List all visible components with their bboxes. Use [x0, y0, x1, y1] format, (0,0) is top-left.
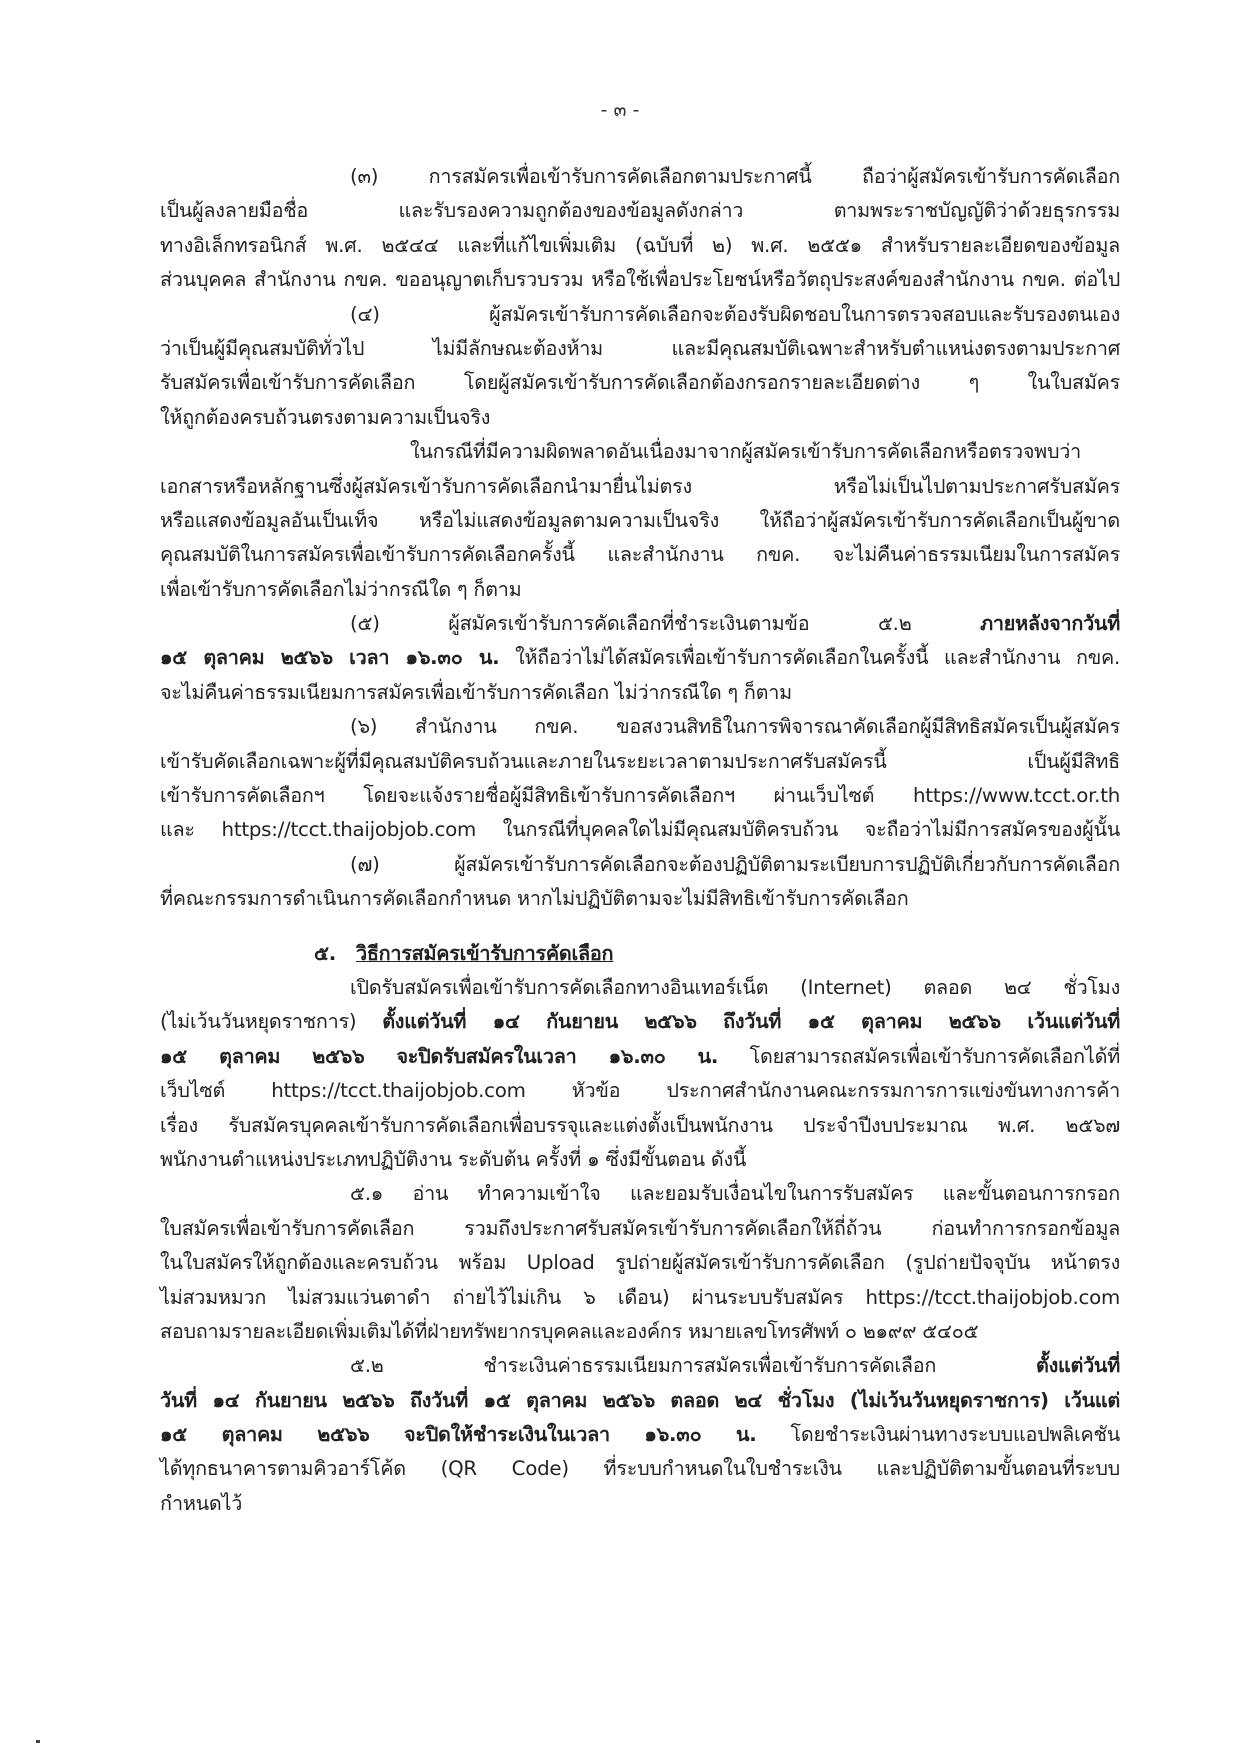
- text-run: ๕.๒ ชำระเงินค่าธรรมเนียมการสมัครเพื่อเข้ารับการคัดเลือก: [350, 1354, 1036, 1378]
- text-line: [160, 641, 1120, 675]
- text-run: (๕) ผู้สมัครเข้ารับการคัดเลือกที่ชำระเงินตามข้อ ๕.๒: [350, 612, 981, 636]
- text-line: (๓) การสมัครเพื่อเข้ารับการคัดเลือกตามประกาศนี้ ถือว่าผู้สมัครเข้ารับการคัดเลือก: [350, 165, 1120, 188]
- section-5-intro: [160, 971, 1120, 1177]
- text-run: โดยชำระเงินผ่านทางระบบแอปพลิเคชัน: [756, 1423, 1120, 1447]
- text-line: ทางอิเล็กทรอนิกส์ พ.ศ. ๒๕๔๔ และที่แก้ไขเพิ่มเติม (ฉบับที่ ๒) พ.ศ. ๒๕๕๑ สำหรับรายละเอียดของข้อมูล: [160, 233, 1120, 257]
- bold-text: ภายหลังจากวันที่: [980, 612, 1120, 636]
- section-5-heading: [160, 937, 1120, 971]
- text-line: [160, 1040, 1120, 1074]
- text-line: เอกสารหรือหลักฐานซึ่งผู้สมัครเข้ารับการคัดเลือกนำมายื่นไม่ตรง หรือไม่เป็นไปตามประกาศรับสมัคร: [160, 474, 1120, 498]
- paragraph-5: [160, 607, 1120, 710]
- text-line: เข้ารับการคัดเลือกฯ โดยจะแจ้งรายชื่อผู้มีสิทธิเข้ารับการคัดเลือกฯ ผ่านเว็บไซต์ https://www.tcct.or.th: [160, 784, 1120, 808]
- text-line: [160, 1418, 1120, 1452]
- bold-text: ตั้งแต่วันที่: [1035, 1354, 1120, 1378]
- paragraph-7: [160, 848, 1120, 917]
- text-run: (ไม่เว้นวันหยุดราชการ): [160, 1010, 383, 1034]
- text-line: ใบสมัครเพื่อเข้ารับการคัดเลือก รวมถึงประกาศรับสมัครเข้ารับการคัดเลือกให้ถี่ถ้วน ก่อนทำการกรอกข้อมูล: [160, 1216, 1120, 1240]
- text-line: [160, 1005, 1120, 1039]
- text-line: คุณสมบัติในการสมัครเพื่อเข้ารับการคัดเลือกครั้งนี้ และสำนักงาน กขค. จะไม่คืนค่าธรรมเนียมในการสมัคร: [160, 543, 1120, 567]
- bold-text: ๑๕ ตุลาคม ๒๕๖๖ จะปิดให้ชำระเงินในเวลา ๑๖.๓๐ น.: [160, 1423, 757, 1447]
- text-line: ในใบสมัครให้ถูกต้องและครบถ้วน พร้อม Upload รูปถ่ายผู้สมัครเข้ารับการคัดเลือก (รูปถ่ายปัจจุบัน หน้าตรง: [160, 1251, 1120, 1275]
- paragraph-4: [160, 298, 1120, 436]
- section-title: วิธีการสมัครเข้ารับการคัดเลือก: [356, 941, 614, 965]
- paragraph-3: [160, 160, 1120, 298]
- document-body: [160, 160, 1120, 1521]
- text-line: ที่คณะกรรมการดำเนินการคัดเลือกกำหนด หากไม่ปฏิบัติตามจะไม่มีสิทธิเข้ารับการคัดเลือก: [160, 887, 909, 911]
- text-line: เปิดรับสมัครเพื่อเข้ารับการคัดเลือกทางอินเทอร์เน็ต (Internet) ตลอด ๒๔ ชั่วโมง: [350, 975, 1120, 999]
- text-line: [160, 1349, 1120, 1383]
- text-line: เป็นผู้ลงลายมือชื่อ และรับรองความถูกต้องของข้อมูลดังกล่าว ตามพระราชบัญญัติว่าด้วยธุรกรรม: [160, 199, 1120, 223]
- text-line: และ https://tcct.thaijobjob.com ในกรณีที่บุคคลใดไม่มีคุณสมบัติครบถ้วน จะถือว่าไม่มีการสมัครของผู้นั้น: [160, 818, 1120, 842]
- text-line: ส่วนบุคคล สำนักงาน กขค. ขออนุญาตเก็บรวบรวม หรือใช้เพื่อประโยชน์หรือวัตถุประสงค์ของสำนักงาน กขค. ต่อไป: [160, 268, 1120, 292]
- subsection-5-1: [160, 1177, 1120, 1349]
- text-line: สอบถามรายละเอียดเพิ่มเติมได้ที่ฝ่ายทรัพยากรบุคคลและองค์กร หมายเลขโทรศัพท์ ๐ ๒๑๙๙ ๕๔๐๕: [160, 1319, 979, 1343]
- scan-mark: [36, 1740, 40, 1743]
- text-line: ในกรณีที่มีความผิดพลาดอันเนื่องมาจากผู้สมัครเข้ารับการคัดเลือกหรือตรวจพบว่า: [410, 440, 1081, 464]
- text-line: กำหนดไว้: [160, 1491, 243, 1515]
- paragraph-4-continued: [160, 435, 1120, 607]
- text-line: ไม่สวมหมวก ไม่สวมแว่นตาดำ ถ่ายไว้ไม่เกิน ๖ เดือน) ผ่านระบบรับสมัคร https://tcct.thaijobjob.com: [160, 1285, 1120, 1309]
- text-line: เพื่อเข้ารับการคัดเลือกไม่ว่ากรณีใด ๆ ก็ตาม: [160, 577, 522, 601]
- text-line: หรือแสดงข้อมูลอันเป็นเท็จ หรือไม่แสดงข้อมูลตามความเป็นจริง ให้ถือว่าผู้สมัครเข้ารับการคัดเลือกเป็นผู้ขาด: [160, 508, 1120, 532]
- bold-text: ๑๕ ตุลาคม ๒๕๖๖ เวลา ๑๖.๓๐ น.: [160, 646, 500, 670]
- text-line: เข้ารับคัดเลือกเฉพาะผู้ที่มีคุณสมบัติครบถ้วนและภายในระยะเวลาตามประกาศรับสมัครนี้ เป็นผู้มีสิทธิ: [160, 749, 1120, 773]
- text-line: ว่าเป็นผู้มีคุณสมบัติทั่วไป ไม่มีลักษณะต้องห้าม และมีคุณสมบัติเฉพาะสำหรับตำแหน่งตรงตามประกาศ: [160, 336, 1120, 360]
- text-line: ๕.๑ อ่าน ทำความเข้าใจ และยอมรับเงื่อนไขในการรับสมัคร และขั้นตอนการกรอก: [350, 1182, 1120, 1206]
- text-line: ให้ถูกต้องครบถ้วนตรงตามความเป็นจริง: [160, 405, 491, 429]
- text-line: จะไม่คืนค่าธรรมเนียมการสมัครเพื่อเข้ารับการคัดเลือก ไม่ว่ากรณีใด ๆ ก็ตาม: [160, 680, 792, 704]
- text-line: (๔) ผู้สมัครเข้ารับการคัดเลือกจะต้องรับผิดชอบในการตรวจสอบและรับรองตนเอง: [350, 302, 1120, 326]
- bold-text: ๑๕ ตุลาคม ๒๕๖๖ จะปิดรับสมัครในเวลา ๑๖.๓๐ น.: [160, 1044, 719, 1068]
- text-line: (๗) ผู้สมัครเข้ารับการคัดเลือกจะต้องปฏิบัติตามระเบียบการปฏิบัติเกี่ยวกับการคัดเลือก: [350, 852, 1120, 876]
- page-number: - ๓ -: [600, 99, 640, 121]
- text-line: วันที่ ๑๔ กันยายน ๒๕๖๖ ถึงวันที่ ๑๕ ตุลาคม ๒๕๖๖ ตลอด ๒๔ ชั่วโมง (ไม่เว้นวันหยุดราชการ) เว้นแต่: [160, 1388, 1120, 1412]
- text-line: พนักงานตำแหน่งประเภทปฏิบัติงาน ระดับต้น ครั้งที่ ๑ ซึ่งมีขั้นตอน ดังนี้: [160, 1147, 747, 1171]
- text-line: [160, 607, 1120, 641]
- paragraph-6: [160, 710, 1120, 848]
- text-line: (๖) สำนักงาน กขค. ขอสงวนสิทธิในการพิจารณาคัดเลือกผู้มีสิทธิสมัครเป็นผู้สมัคร: [350, 715, 1120, 739]
- text-line: รับสมัครเพื่อเข้ารับการคัดเลือก โดยผู้สมัครเข้ารับการคัดเลือกต้องกรอกรายละเอียดต่าง ๆ ในใบสมัคร: [160, 371, 1120, 395]
- subsection-5-2: [160, 1349, 1120, 1521]
- section-number: ๕.: [314, 941, 336, 965]
- text-run: ให้ถือว่าไม่ได้สมัครเพื่อเข้ารับการคัดเลือกในครั้งนี้ และสำนักงาน กขค.: [499, 646, 1120, 670]
- text-line: เรื่อง รับสมัครบุคคลเข้ารับการคัดเลือกเพื่อบรรจุและแต่งตั้งเป็นพนักงาน ประจำปีงบประมาณ พ.ศ. ๒๕๖๗: [160, 1113, 1120, 1137]
- text-line: เว็บไซต์ https://tcct.thaijobjob.com หัวข้อ ประกาศสำนักงานคณะกรรมการการแข่งขันทางการค้า: [160, 1079, 1120, 1103]
- bold-text: ตั้งแต่วันที่ ๑๔ กันยายน ๒๕๖๖ ถึงวันที่ ๑๕ ตุลาคม ๒๕๖๖ เว้นแต่วันที่: [382, 1010, 1121, 1034]
- text-line: ได้ทุกธนาคารตามคิวอาร์โค้ด (QR Code) ที่ระบบกำหนดในใบชำระเงิน และปฏิบัติตามขั้นตอนที่ระบบ: [160, 1457, 1120, 1481]
- text-run: โดยสามารถสมัครเพื่อเข้ารับการคัดเลือกได้ที่: [718, 1044, 1120, 1068]
